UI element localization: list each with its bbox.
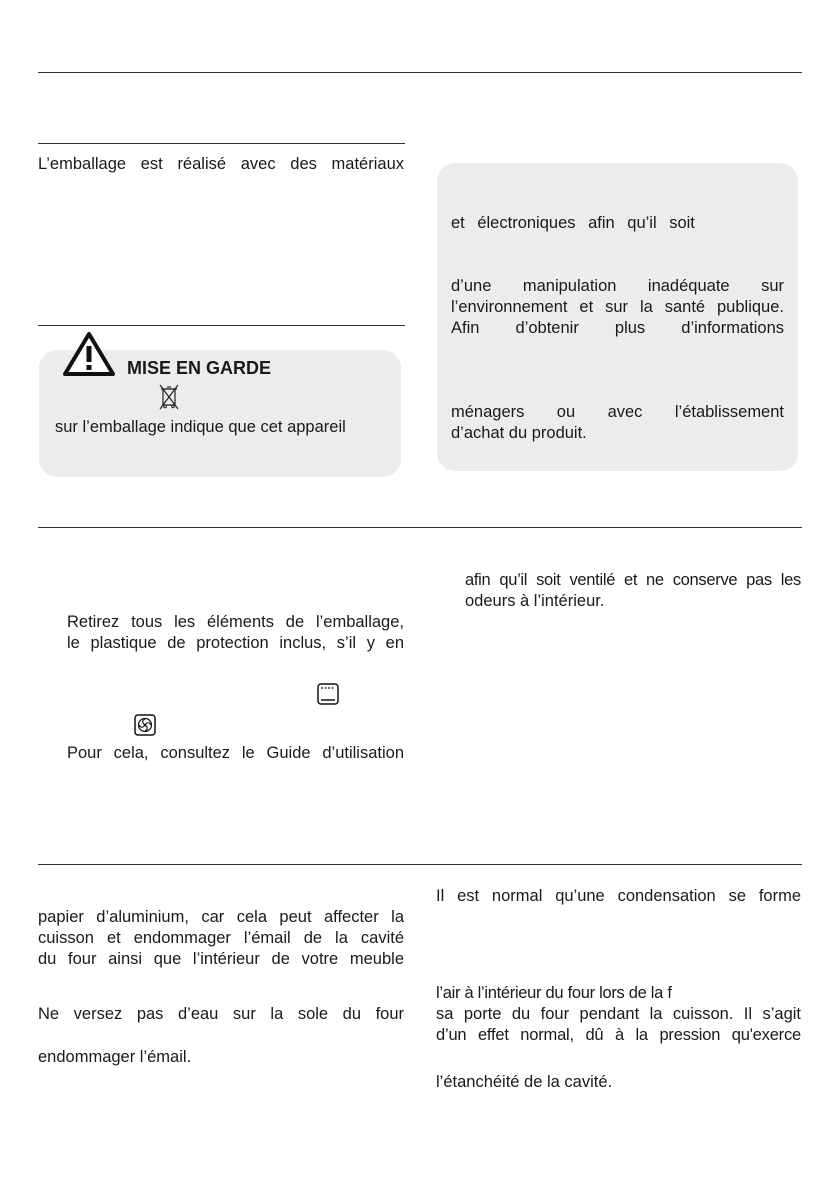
first-use-line-3: Pour cela, consultez le Guide d’utilisation [67, 744, 404, 762]
packaging-section-rule [38, 143, 405, 144]
crossed-bin-icon [158, 384, 180, 410]
warning-section-rule [38, 325, 405, 326]
warning-title: MISE EN GARDE [127, 358, 272, 378]
usage-right-line-5: l’étanchéité de la cavité. [436, 1073, 613, 1091]
weee-text-line-4: Afin d’obtenir plus d’informations [451, 319, 784, 337]
weee-text-line-5: ménagers ou avec l’établissement [451, 403, 784, 421]
first-use-right-line-1: afin qu’il soit ventilé et ne conserve pas les [465, 571, 801, 589]
weee-text-line-6: d’achat du produit. [451, 424, 587, 442]
usage-left-line-1: papier d’aluminium, car cela peut affecter la [38, 908, 404, 926]
usage-right-line-1: Il est normal qu’une condensation se forme [436, 887, 801, 905]
usage-left-line-3: du four ainsi que l’intérieur de votre meuble [38, 950, 404, 968]
usage-left-line-4: Ne versez pas d’eau sur la sole du four [38, 1005, 404, 1023]
usage-section-rule [38, 864, 802, 865]
warning-text-line: sur l’emballage indique que cet appareil [55, 418, 346, 436]
usage-right-line-2: l’air à l’intérieur du four lors de la f [436, 984, 672, 1002]
usage-right-line-3: sa porte du four pendant la cuisson. Il s’agit [436, 1005, 801, 1023]
weee-text-line-3: l’environnement et sur la santé publique. [451, 298, 784, 316]
usage-right-line-4: d’un effet normal, dû à la pression qu'exerce [436, 1026, 801, 1044]
packaging-text-line: L’emballage est réalisé avec des matériaux [38, 155, 404, 173]
weee-text-line-2: d’une manipulation inadéquate sur [451, 277, 784, 295]
weee-text-line-1: et électroniques afin qu’il soit [451, 214, 695, 232]
first-use-section-rule [38, 527, 802, 528]
first-use-right-line-2: odeurs à l’intérieur. [465, 592, 605, 610]
usage-left-line-5: endommager l’émail. [38, 1048, 192, 1066]
usage-left-line-2: cuisson et endommager l’émail de la cavité [38, 929, 404, 947]
top-rule [38, 72, 802, 73]
oven-function-icon [317, 683, 339, 705]
warning-triangle-icon [63, 332, 115, 376]
first-use-line-1: Retirez tous les éléments de l’emballage, [67, 613, 404, 631]
first-use-line-2: le plastique de protection inclus, s’il y en [67, 634, 404, 652]
fan-function-icon [134, 714, 156, 736]
